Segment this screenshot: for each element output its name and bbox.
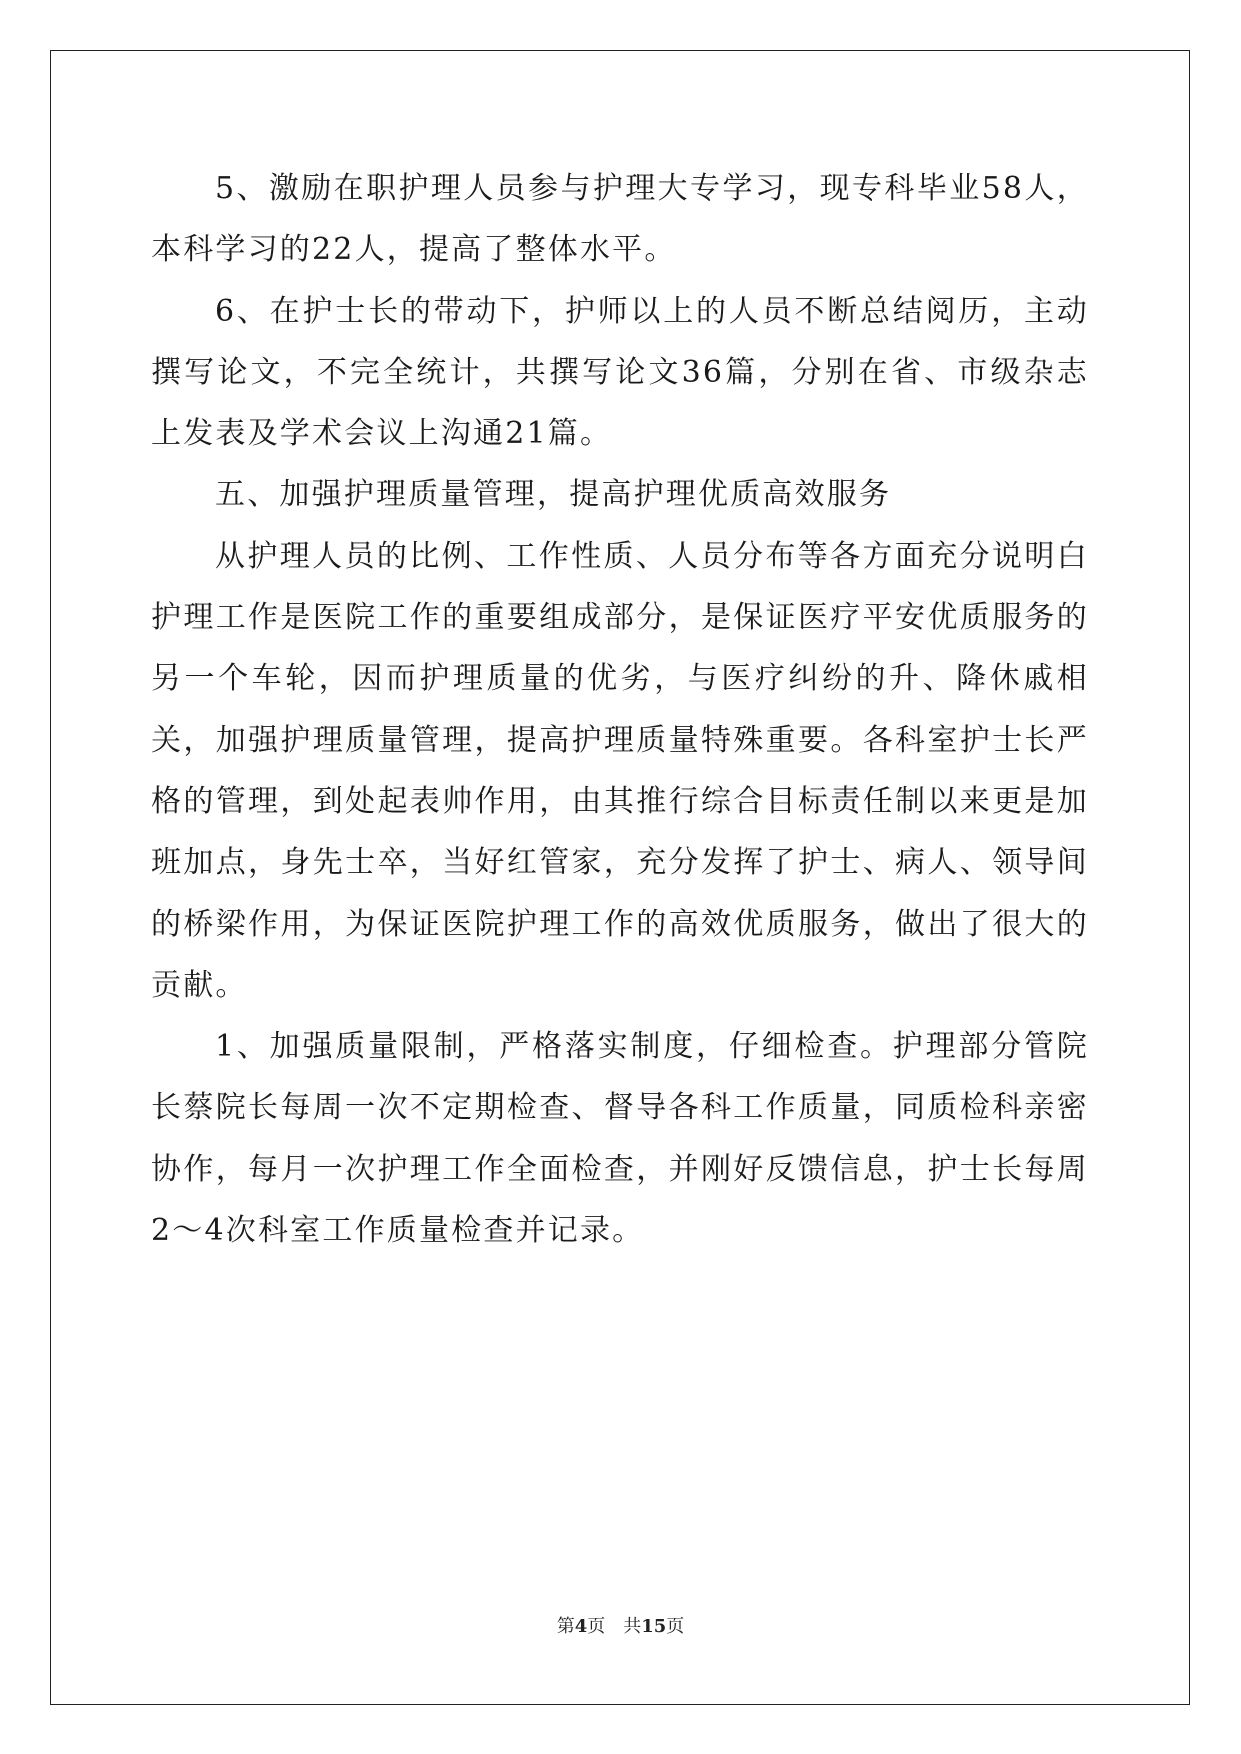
- page-suffix: 页: [587, 1616, 606, 1637]
- paragraph-quality-1: 1、加强质量限制，严格落实制度，仔细检查。护理部分管院长蔡院长每周一次不定期检查、督导各科工作质量，同质检科亲密协作，每月一次护理工作全面检查，并刚好反馈信息，护士长每周2～4次科室工作质量检查并记录。: [151, 1029, 1089, 1249]
- page-number: 4: [574, 1616, 588, 1637]
- total-prefix: 共: [623, 1616, 642, 1637]
- document-body: [151, 158, 1089, 1261]
- paragraph-quality-intro: 从护理人员的比例、工作性质、人员分布等各方面充分说明白护理工作是医院工作的重要组成部分，是保证医疗平安优质服务的另一个车轮，因而护理质量的优劣，与医疗纠纷的升、降休戚相关，加强护理质量管理，提高护理质量特殊重要。各科室护士长严格的管理，到处起表帅作用，由其推行综合目标责任制以来更是加班加点，身先士卒，当好红管家，充分发挥了护士、病人、领导间的桥梁作用，为保证医院护理工作的高效优质服务，做出了很大的贡献。: [151, 538, 1089, 1003]
- paragraph-6: 6、在护士长的带动下，护师以上的人员不断总结阅历，主动撰写论文，不完全统计，共撰写论文36篇，分别在省、市级杂志上发表及学术会议上沟通21篇。: [151, 293, 1089, 452]
- total-pages: 15: [641, 1616, 667, 1637]
- page-prefix: 第: [556, 1616, 575, 1637]
- paragraph-5: 5、激励在职护理人员参与护理大专学习，现专科毕业58人，本科学习的22人，提高了整体水平。: [151, 171, 1089, 268]
- page-footer: [0, 1614, 1241, 1640]
- total-suffix: 页: [666, 1616, 685, 1637]
- section-heading-5: 五、加强护理质量管理，提高护理优质高效服务: [215, 477, 892, 513]
